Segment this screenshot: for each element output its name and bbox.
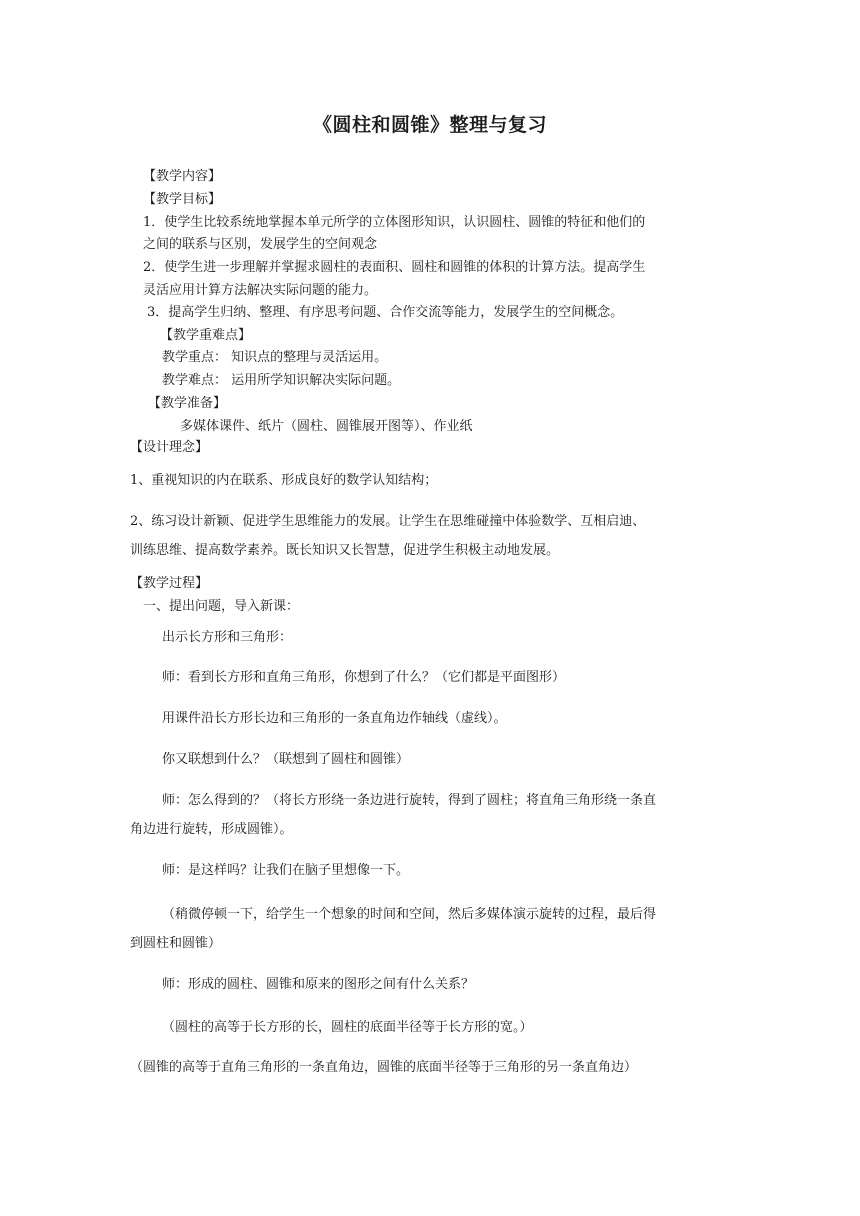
process-line-pause-line-2: 到圆柱和圆锥） <box>130 936 222 951</box>
section-1-title: 一、提出问题，导入新课： <box>143 599 300 614</box>
heading-teaching-content: 【教学内容】 <box>143 169 222 184</box>
heading-teaching-goals: 【教学目标】 <box>143 192 222 207</box>
process-line-teacher-question-1: 师：看到长方形和直角三角形，你想到了什么？（它们都是平面图形） <box>162 670 566 685</box>
document-title: 《圆柱和圆锥》整理与复习 <box>312 114 547 136</box>
process-line-how-line-1: 师：怎么得到的？（将长方形绕一条边进行旋转，得到了圆柱；将直角三角形绕一条直 <box>162 793 657 808</box>
goal-2-line-2: 灵活应用计算方法解决实际问题的能力。 <box>143 283 378 298</box>
goal-1-line-2: 之间的联系与区别，发展学生的空间观念 <box>143 237 378 252</box>
key-point: 教学重点： 知识点的整理与灵活运用。 <box>162 350 388 365</box>
process-line-cone-relation: （圆锥的高等于直角三角形的一条直角边，圆锥的底面半径等于三角形的另一条直角边） <box>130 1060 638 1075</box>
process-line-pause-line-1: （稍微停顿一下，给学生一个想象的时间和空间，然后多媒体演示旋转的过程，最后得 <box>162 907 657 922</box>
goal-3: 3．提高学生归纳、整理、有序思考问题、合作交流等能力，发展学生的空间概念。 <box>147 305 624 320</box>
process-line-imagine: 师：是这样吗？让我们在脑子里想像一下。 <box>162 863 410 878</box>
difficult-point: 教学难点： 运用所学知识解决实际问题。 <box>162 373 401 388</box>
design-concept-2-line-2: 训练思维、提高数学素养。既长知识又长智慧，促进学生积极主动地发展。 <box>130 543 560 558</box>
heading-key-points: 【教学重难点】 <box>160 328 252 343</box>
goal-1-line-1: 1．使学生比较系统地掌握本单元所学的立体图形知识，认识圆柱、圆锥的特征和他们的 <box>143 215 646 230</box>
design-concept-1: 1、重视知识的内在联系、形成良好的数学认知结构； <box>130 473 438 488</box>
process-line-associate: 你又联想到什么？（联想到了圆柱和圆锥） <box>162 752 410 767</box>
heading-preparation: 【教学准备】 <box>148 396 227 411</box>
preparation-items: 多媒体课件、纸片（圆柱、圆锥展开图等）、作业纸 <box>180 419 473 434</box>
heading-design-concept: 【设计理念】 <box>130 440 209 455</box>
design-concept-2-line-1: 2、练习设计新颖、促进学生思维能力的发展。让学生在思维碰撞中体验数学、互相启迪、 <box>130 514 646 529</box>
process-line-show-shapes: 出示长方形和三角形： <box>162 630 293 645</box>
process-line-cylinder-relation: （圆柱的高等于长方形的长，圆柱的底面半径等于长方形的宽。） <box>162 1020 533 1035</box>
process-line-axis: 用课件沿长方形长边和三角形的一条直角边作轴线（虚线）。 <box>162 711 507 726</box>
goal-2-line-1: 2．使学生进一步理解并掌握求圆柱的表面积、圆柱和圆锥的体积的计算方法。提高学生 <box>143 260 646 275</box>
process-line-relation-question: 师：形成的圆柱、圆锥和原来的图形之间有什么关系？ <box>162 977 475 992</box>
heading-teaching-process: 【教学过程】 <box>130 576 209 591</box>
process-line-how-line-2: 角边进行旋转，形成圆锥）。 <box>130 822 293 837</box>
